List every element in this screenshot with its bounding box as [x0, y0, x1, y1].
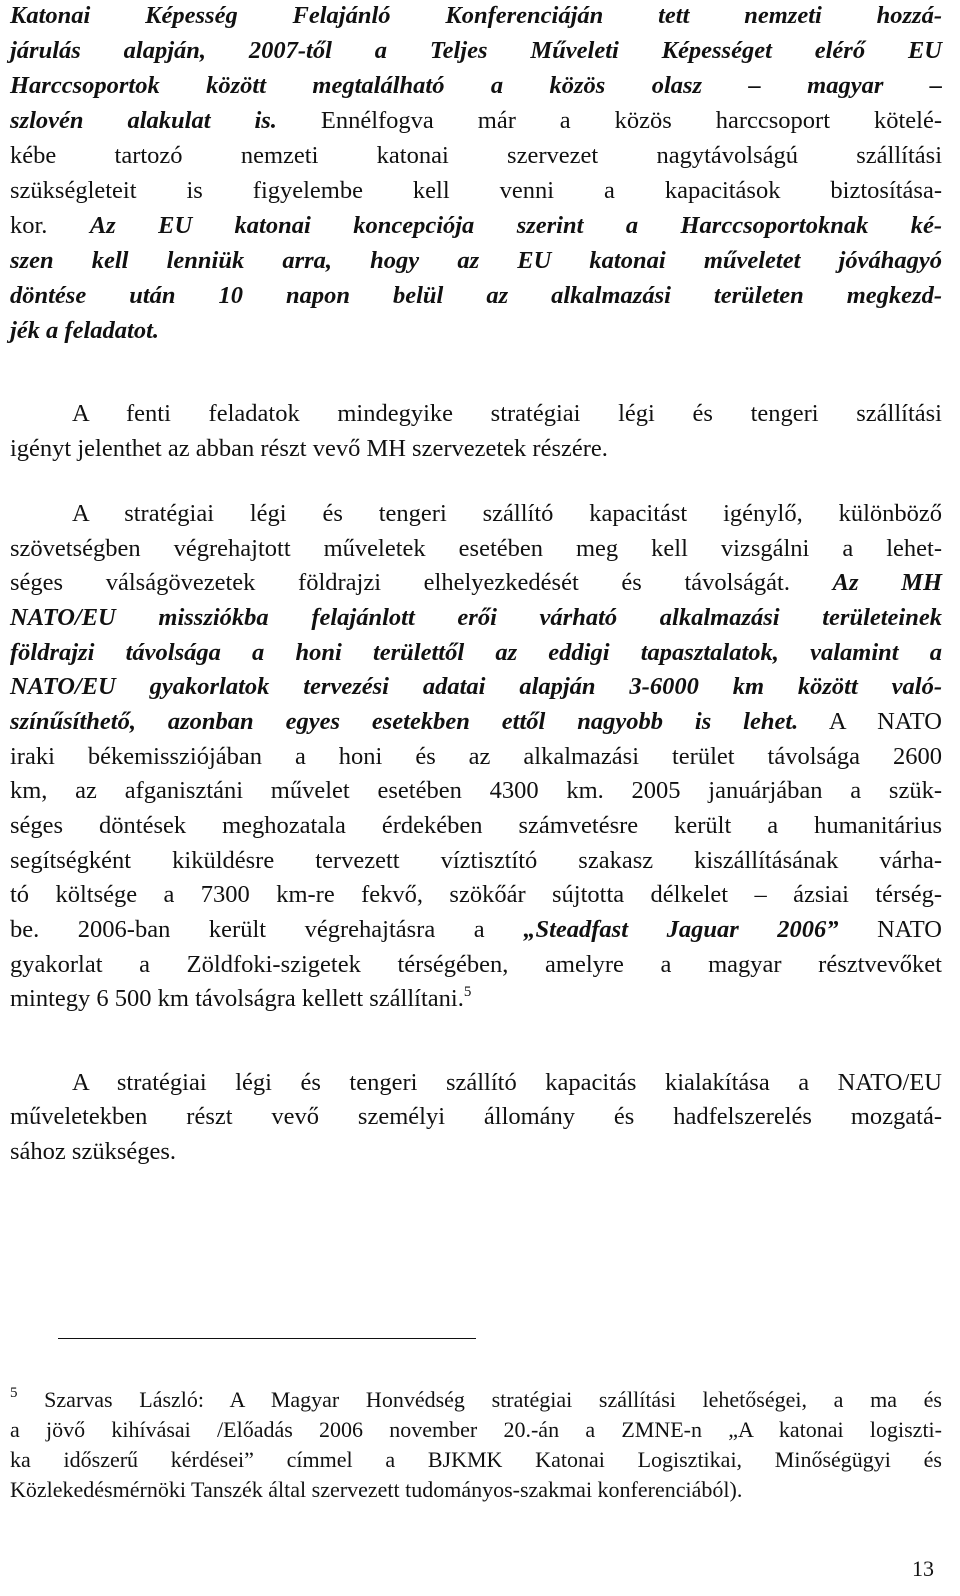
emphasized-text: szlovén alakulat is.	[10, 107, 277, 134]
text-segment: a jövő kihívásai /Előadás 2006 november 20.-án a ZMNE-n „A katonai logiszti-	[10, 1417, 942, 1442]
footnote-line	[10, 1475, 942, 1505]
text-segment: A NATO	[798, 708, 942, 735]
emphasized-text: járulás alapján, 2007-től a Teljes Műveleti Képességet elérő EU	[10, 37, 942, 64]
text-line	[10, 1067, 942, 1099]
emphasized-text: döntése után 10 napon belül az alkalmazási területen megkezd-	[10, 282, 942, 309]
text-segment: sához szükséges.	[10, 1138, 177, 1165]
footnote-separator	[58, 1338, 476, 1339]
text-line	[10, 398, 942, 430]
emphasized-text: Katonai Képesség Felajánló Konferenciáján tett nemzeti hozzá-	[10, 2, 942, 29]
text-line	[10, 35, 942, 67]
emphasized-text: Az EU katonai koncepciója szerint a Harccsoportoknak ké-	[89, 212, 942, 239]
text-line	[10, 245, 942, 277]
text-segment: NATO	[838, 916, 942, 943]
text-line	[10, 105, 942, 137]
footnote-line	[10, 1445, 942, 1475]
emphasized-text: szen kell lenniük arra, hogy az EU katonai műveletet jóváhagyó	[10, 247, 942, 274]
text-line	[10, 914, 942, 946]
text-line	[10, 1136, 942, 1168]
text-segment: tó költsége a 7300 km-re fekvő, szökőár sújtotta délkelet – ázsiai térség-	[10, 881, 942, 908]
text-segment: igényt jelenthet az abban részt vevő MH szervezetek részére.	[10, 435, 608, 462]
footnote-marker: 5	[463, 984, 472, 1000]
text-line	[10, 175, 942, 207]
text-line	[10, 706, 942, 738]
text-line	[10, 210, 942, 242]
text-line	[10, 602, 942, 634]
text-segment: A stratégiai légi és tengeri szállító kapacitást igénylő, különböző	[72, 500, 942, 527]
text-segment: szövetségben végrehajtott műveletek esetében meg kell vizsgálni a lehet-	[10, 535, 942, 562]
text-segment: be. 2006-ban került végrehajtásra a	[10, 916, 524, 943]
text-line	[10, 315, 942, 347]
text-segment: szükségleteit is figyelembe kell venni a kapacitások biztosítása-	[10, 177, 942, 204]
emphasized-text: jék a feladatot.	[10, 317, 160, 344]
footnote-line	[10, 1385, 942, 1415]
emphasized-text: Az MH	[832, 569, 943, 596]
text-segment: gyakorlat a Zöldfoki-szigetek térségében, amelyre a magyar résztvevőket	[10, 951, 942, 978]
text-line	[10, 0, 942, 32]
text-line	[10, 810, 942, 842]
text-line	[10, 70, 942, 102]
text-line	[10, 1101, 942, 1133]
text-segment: séges válságövezetek földrajzi elhelyezkedését és távolságát.	[10, 569, 833, 596]
text-line	[10, 498, 942, 530]
text-segment: ka időszerű kérdései” címmel a BJKMK Katonai Logisztikai, Minőségügyi és	[10, 1447, 942, 1472]
text-line	[10, 567, 942, 599]
footnote-marker: 5	[10, 1385, 18, 1401]
text-segment: A fenti feladatok mindegyike stratégiai légi és tengeri szállítási	[72, 400, 942, 427]
page-number: 13	[912, 1556, 934, 1581]
text-segment: séges döntések meghozatala érdekében számvetésre került a humanitárius	[10, 812, 942, 839]
text-segment: segítségként kiküldésre tervezett víztisztító szakasz kiszállításának várha-	[10, 847, 942, 874]
text-segment: mintegy 6 500 km távolságra kellett szállítani.	[10, 985, 464, 1012]
text-segment: A stratégiai légi és tengeri szállító kapacitás kialakítása a NATO/EU	[72, 1069, 942, 1096]
emphasized-text: földrajzi távolsága a honi területtől az eddigi tapasztalatok, valamint a	[10, 639, 942, 666]
text-segment: iraki békemissziójában a honi és az alkalmazási terület távolsága 2600	[10, 743, 942, 770]
text-line	[10, 671, 942, 703]
text-line	[10, 879, 942, 911]
text-segment: Közlekedésmérnöki Tanszék által szervezett tudományos-szakmai konferenciából).	[10, 1477, 743, 1502]
text-segment: kor.	[10, 212, 90, 239]
text-segment: műveletekben részt vevő személyi állomány és hadfelszerelés mozgatá-	[10, 1103, 942, 1130]
text-line	[10, 983, 942, 1015]
text-line	[10, 741, 942, 773]
emphasized-text: NATO/EU gyakorlatok tervezési adatai alapján 3-6000 km között való-	[10, 673, 942, 700]
emphasized-text: színűsíthető, azonban egyes esetekben ettől nagyobb is lehet.	[10, 708, 799, 735]
text-line	[10, 845, 942, 877]
footnote-line	[10, 1415, 942, 1445]
text-line	[10, 637, 942, 669]
emphasized-text: Harccsoportok között megtalálható a közös olasz – magyar –	[10, 72, 942, 99]
text-segment: Szarvas László: A Magyar Honvédség stratégiai szállítási lehetőségei, a ma és	[17, 1387, 942, 1412]
text-segment: kébe tartozó nemzeti katonai szervezet nagytávolságú szállítási	[10, 142, 942, 169]
text-line	[10, 775, 942, 807]
emphasized-text: „Steadfast Jaguar 2006”	[523, 916, 839, 943]
text-line	[10, 533, 942, 565]
text-line	[10, 280, 942, 312]
emphasized-text: NATO/EU missziókba felajánlott erői várható alkalmazási területeinek	[10, 604, 942, 631]
text-line	[10, 433, 942, 465]
text-line	[10, 140, 942, 172]
text-segment: Ennélfogva már a közös harccsoport kötelé-	[276, 107, 942, 134]
text-segment: km, az afganisztáni művelet esetében 4300 km. 2005 januárjában a szük-	[10, 777, 942, 804]
text-line	[10, 949, 942, 981]
